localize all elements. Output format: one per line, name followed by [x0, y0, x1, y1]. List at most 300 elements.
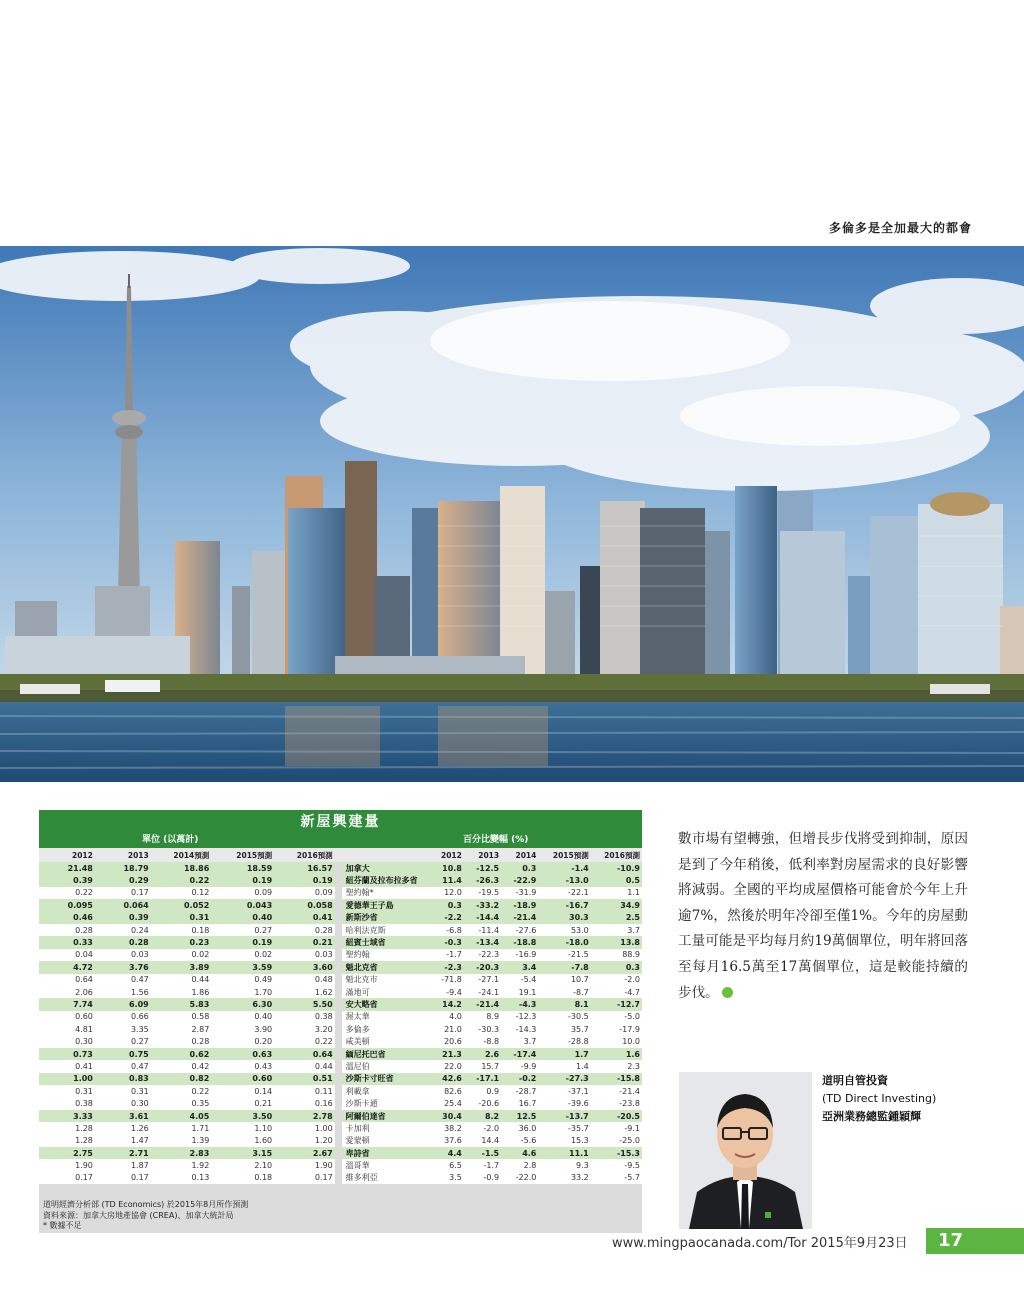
region-label: 卑詩省 — [342, 1147, 435, 1159]
table-cell: 0.31 — [39, 1085, 95, 1097]
table-cell: 0.47 — [95, 974, 151, 986]
column-header-row — [39, 848, 642, 862]
table-cell: -4.3 — [501, 998, 538, 1010]
table-cell: 0.17 — [39, 1172, 95, 1184]
col-header: 2015預測 — [538, 848, 590, 862]
region-label: 紐芬蘭及拉布拉多省 — [342, 874, 435, 886]
footer-site: www.mingpaocanada.com/Tor — [612, 1236, 807, 1251]
table-cell: -13.7 — [538, 1110, 590, 1122]
table-row — [39, 1073, 642, 1085]
table-cell: 3.76 — [95, 961, 151, 973]
table-cell: -2.0 — [591, 974, 642, 986]
table-cell: 0.22 — [39, 887, 95, 899]
table-cell: 0.18 — [211, 1172, 274, 1184]
table-cell: 1.90 — [274, 1159, 335, 1171]
col-header — [342, 848, 435, 862]
table-cell: 4.81 — [39, 1023, 95, 1035]
table-cell: 2.75 — [39, 1147, 95, 1159]
table-cell: 0.9 — [464, 1085, 501, 1097]
table-cell: 10.0 — [591, 1035, 642, 1047]
table-cell: 0.02 — [211, 949, 274, 961]
author-company: 道明自管投資 — [822, 1074, 888, 1087]
table-cell: -5.4 — [501, 974, 538, 986]
table-cell: 10.8 — [435, 862, 464, 874]
table-cell: 0.60 — [39, 1011, 95, 1023]
table-cell: 0.22 — [151, 1085, 212, 1097]
table-cell: -8.8 — [464, 1035, 501, 1047]
table-cell: 0.64 — [274, 1048, 335, 1060]
table-cell: -28.7 — [501, 1085, 538, 1097]
table-cell: -22.9 — [501, 874, 538, 886]
author-photo — [679, 1072, 812, 1229]
table-cell: 0.14 — [211, 1085, 274, 1097]
table-cell: 0.17 — [95, 887, 151, 899]
table-row — [39, 912, 642, 924]
percent-change-header: 百分比變幅 (%) — [463, 835, 529, 845]
table-cell: -9.5 — [591, 1159, 642, 1171]
table-cell: 3.7 — [501, 1035, 538, 1047]
table-cell: 0.35 — [151, 1097, 212, 1109]
table-cell: 0.64 — [39, 974, 95, 986]
table-cell: 3.20 — [274, 1023, 335, 1035]
table-cell: -22.1 — [538, 887, 590, 899]
table-cell: -24.1 — [464, 986, 501, 998]
table-cell: 0.12 — [151, 887, 212, 899]
table-cell: 0.58 — [151, 1011, 212, 1023]
table-cell: -17.4 — [501, 1048, 538, 1060]
table-cell: 1.00 — [39, 1073, 95, 1085]
table-cell: -5.7 — [591, 1172, 642, 1184]
table-cell: 18.86 — [151, 862, 212, 874]
table-cell: 1.00 — [274, 1122, 335, 1134]
table-cell: 1.26 — [95, 1122, 151, 1134]
region-label: 聖約翰* — [342, 887, 435, 899]
page-footer — [612, 1232, 908, 1251]
table-cell: 0.21 — [274, 936, 335, 948]
col-header: 2014 — [501, 848, 538, 862]
table-cell: 0.04 — [39, 949, 95, 961]
table-cell: 0.28 — [274, 924, 335, 936]
table-cell: -13.0 — [538, 874, 590, 886]
table-cell: 3.60 — [274, 961, 335, 973]
table-cell: -5.6 — [501, 1135, 538, 1147]
table-cell: 2.67 — [274, 1147, 335, 1159]
table-cell: 0.43 — [211, 1060, 274, 1072]
table-cell: 0.31 — [151, 912, 212, 924]
table-cell: -9.4 — [435, 986, 464, 998]
article-paragraph: 數市場有望轉強，但增長步伐將受到抑制，原因是到了今年稍後，低利率對房屋需求的良好影響將減弱。全國的平均成屋價格可能會於今年上升逾7%，然後於明年冷卻至僅1%。今年的房屋動工量可能是平均每月約19萬個單位，明年將回落至每月16.5萬至17萬個單位，這是較能持續的步伐。 — [678, 831, 968, 1001]
table-cell: 0.052 — [151, 899, 212, 911]
table-cell: 0.30 — [39, 1035, 95, 1047]
table-cell: -31.9 — [501, 887, 538, 899]
table-cell: 15.3 — [538, 1135, 590, 1147]
table-cell: -1.4 — [538, 862, 590, 874]
table-cell: 0.16 — [274, 1097, 335, 1109]
table-cell: 0.40 — [211, 912, 274, 924]
region-label: 緬尼托巴省 — [342, 1048, 435, 1060]
table-cell: -28.8 — [538, 1035, 590, 1047]
table-cell: 2.8 — [501, 1159, 538, 1171]
table-cell: 0.22 — [151, 874, 212, 886]
table-cell: -21.4 — [501, 912, 538, 924]
table-cell: 1.10 — [211, 1122, 274, 1134]
region-label: 愛蒙頓 — [342, 1135, 435, 1147]
col-separator — [335, 1122, 342, 1134]
col-separator — [335, 1172, 342, 1184]
table-cell: 0.19 — [274, 874, 335, 886]
table-cell: 8.2 — [464, 1110, 501, 1122]
table-cell: -13.4 — [464, 936, 501, 948]
table-cell: -2.3 — [435, 961, 464, 973]
region-label: 哈利法克斯 — [342, 924, 435, 936]
table-cell: 3.5 — [435, 1172, 464, 1184]
col-separator — [335, 862, 342, 874]
region-label: 阿爾伯達省 — [342, 1110, 435, 1122]
table-cell: -27.3 — [538, 1073, 590, 1085]
table-cell: 1.87 — [95, 1159, 151, 1171]
region-label: 紐賓士域省 — [342, 936, 435, 948]
table-cell: 0.27 — [211, 924, 274, 936]
table-cell: 0.03 — [95, 949, 151, 961]
table-cell: 10.7 — [538, 974, 590, 986]
footnote: 資料來源：加拿大房地產協會 (CREA)、加拿大統計局 — [43, 1210, 234, 1220]
table-cell: 1.60 — [211, 1135, 274, 1147]
table-cell: -14.4 — [464, 912, 501, 924]
table-cell: -7.8 — [538, 961, 590, 973]
col-header: 2016預測 — [591, 848, 642, 862]
table-row — [39, 949, 642, 961]
table-cell: 0.44 — [274, 1060, 335, 1072]
photo-caption: 多倫多是全加最大的都會 — [828, 221, 972, 235]
table-cell: -0.3 — [435, 936, 464, 948]
table-cell: 4.0 — [435, 1011, 464, 1023]
table-cell: 21.0 — [435, 1023, 464, 1035]
table-cell: 37.6 — [435, 1135, 464, 1147]
table-cell: 34.9 — [591, 899, 642, 911]
table-cell: -14.3 — [501, 1023, 538, 1035]
table-cell: 2.5 — [591, 912, 642, 924]
table-cell: 0.29 — [95, 874, 151, 886]
table-cell: 6.5 — [435, 1159, 464, 1171]
table-cell: 11.1 — [538, 1147, 590, 1159]
table-cell: -25.0 — [591, 1135, 642, 1147]
table-row — [39, 1011, 642, 1023]
table-cell: 3.33 — [39, 1110, 95, 1122]
table-cell: 19.1 — [501, 986, 538, 998]
table-cell: 3.61 — [95, 1110, 151, 1122]
table-cell: 0.47 — [95, 1060, 151, 1072]
table-cell: 0.48 — [274, 974, 335, 986]
table-cell: -8.7 — [538, 986, 590, 998]
table-cell: -17.1 — [464, 1073, 501, 1085]
table-cell: 0.75 — [95, 1048, 151, 1060]
table-row — [39, 1147, 642, 1159]
table-cell: 1.70 — [211, 986, 274, 998]
table-cell: -12.7 — [591, 998, 642, 1010]
table-row — [39, 1122, 642, 1134]
table-row — [39, 899, 642, 911]
table-cell: -5.0 — [591, 1011, 642, 1023]
col-header: 2016預測 — [274, 848, 335, 862]
table-cell: 3.4 — [501, 961, 538, 973]
table-cell: 0.41 — [39, 1060, 95, 1072]
table-cell: 0.3 — [501, 862, 538, 874]
table-row — [39, 924, 642, 936]
table-cell: 35.7 — [538, 1023, 590, 1035]
col-separator — [335, 1073, 342, 1085]
table-cell: -30.3 — [464, 1023, 501, 1035]
table-cell: 38.2 — [435, 1122, 464, 1134]
table-cell: 1.28 — [39, 1135, 95, 1147]
table-cell: 0.46 — [39, 912, 95, 924]
table-cell: 16.7 — [501, 1097, 538, 1109]
table-cell: 12.5 — [501, 1110, 538, 1122]
region-label: 卡加利 — [342, 1122, 435, 1134]
col-separator — [335, 1011, 342, 1023]
table-cell: 1.71 — [151, 1122, 212, 1134]
table-row — [39, 1048, 642, 1060]
table-cell: 0.28 — [151, 1035, 212, 1047]
col-separator — [335, 1159, 342, 1171]
table-cell: 53.0 — [538, 924, 590, 936]
table-cell: 0.66 — [95, 1011, 151, 1023]
table-cell: 0.043 — [211, 899, 274, 911]
col-separator — [335, 1023, 342, 1035]
table-cell: 0.22 — [274, 1035, 335, 1047]
table-row — [39, 1097, 642, 1109]
table-cell: -35.7 — [538, 1122, 590, 1134]
table-cell: -12.5 — [464, 862, 501, 874]
table-cell: 0.3 — [435, 899, 464, 911]
table-cell: -18.8 — [501, 936, 538, 948]
table-cell: -21.4 — [591, 1085, 642, 1097]
units-header: 單位 (以萬計) — [142, 835, 199, 845]
table-cell: 0.19 — [211, 874, 274, 886]
table-row — [39, 887, 642, 899]
region-label: 沙斯卡寸旺省 — [342, 1073, 435, 1085]
region-label: 溫哥華 — [342, 1159, 435, 1171]
table-cell: 0.27 — [95, 1035, 151, 1047]
table-cell: 0.13 — [151, 1172, 212, 1184]
footnote: 道明經濟分析部 (TD Economics) 於2015年8月所作預測 — [43, 1200, 249, 1209]
end-bullet-icon — [722, 987, 733, 998]
table-cell: -1.7 — [435, 949, 464, 961]
table-cell: 1.92 — [151, 1159, 212, 1171]
col-separator — [335, 899, 342, 911]
table-cell: 42.6 — [435, 1073, 464, 1085]
table-cell: 0.82 — [151, 1073, 212, 1085]
table-cell: 0.42 — [151, 1060, 212, 1072]
table-cell: 0.62 — [151, 1048, 212, 1060]
table-cell: 14.2 — [435, 998, 464, 1010]
table-cell: 16.57 — [274, 862, 335, 874]
table-cell: 2.83 — [151, 1147, 212, 1159]
table-cell: 36.0 — [501, 1122, 538, 1134]
table-cell: 4.6 — [501, 1147, 538, 1159]
table-cell: -21.4 — [464, 998, 501, 1010]
region-label: 滿地可 — [342, 986, 435, 998]
table-cell: -71.8 — [435, 974, 464, 986]
table-cell: -33.2 — [464, 899, 501, 911]
col-header: 2015預測 — [211, 848, 274, 862]
table-cell: 3.89 — [151, 961, 212, 973]
table-cell: -0.9 — [464, 1172, 501, 1184]
table-cell: -11.4 — [464, 924, 501, 936]
region-label: 溫尼伯 — [342, 1060, 435, 1072]
table-cell: -19.5 — [464, 887, 501, 899]
region-label: 利載拿 — [342, 1085, 435, 1097]
table-cell: 0.24 — [95, 924, 151, 936]
table-cell: 25.4 — [435, 1097, 464, 1109]
table-cell: 0.60 — [211, 1073, 274, 1085]
region-label: 維多利亞 — [342, 1172, 435, 1184]
col-separator — [335, 874, 342, 886]
col-separator — [335, 986, 342, 998]
table-cell: -26.3 — [464, 874, 501, 886]
table-cell: 14.4 — [464, 1135, 501, 1147]
region-label: 咸美頓 — [342, 1035, 435, 1047]
table-cell: 0.5 — [591, 874, 642, 886]
table-cell: -6.8 — [435, 924, 464, 936]
table-cell: 12.0 — [435, 887, 464, 899]
table-cell: 82.6 — [435, 1085, 464, 1097]
col-separator — [335, 961, 342, 973]
toronto-skyline-image — [0, 246, 1024, 782]
table-cell: 2.71 — [95, 1147, 151, 1159]
table-cell: 1.28 — [39, 1122, 95, 1134]
region-label: 聖約翰 — [342, 949, 435, 961]
table-cell: 2.06 — [39, 986, 95, 998]
table-cell: 0.09 — [274, 887, 335, 899]
table-cell: 4.4 — [435, 1147, 464, 1159]
table-cell: -22.3 — [464, 949, 501, 961]
table-cell: 3.90 — [211, 1023, 274, 1035]
housing-starts-table — [39, 810, 642, 1233]
table-cell: -1.7 — [464, 1159, 501, 1171]
table-row — [39, 974, 642, 986]
table-cell: 0.51 — [274, 1073, 335, 1085]
col-separator — [335, 1135, 342, 1147]
table-cell: 0.63 — [211, 1048, 274, 1060]
region-label: 沙斯卡通 — [342, 1097, 435, 1109]
table-row — [39, 936, 642, 948]
footer-date: 2015年9月23日 — [810, 1236, 908, 1251]
col-separator — [335, 949, 342, 961]
table-row — [39, 986, 642, 998]
table-cell: 0.19 — [211, 936, 274, 948]
table-cell: 3.15 — [211, 1147, 274, 1159]
table-cell: 0.28 — [95, 936, 151, 948]
table-cell: 1.90 — [39, 1159, 95, 1171]
table-row — [39, 961, 642, 973]
table-cell: 20.6 — [435, 1035, 464, 1047]
table-cell: 0.38 — [274, 1011, 335, 1023]
col-separator — [335, 848, 342, 862]
table-cell: 0.17 — [95, 1172, 151, 1184]
col-separator — [335, 924, 342, 936]
table-cell: 0.18 — [151, 924, 212, 936]
col-separator — [335, 887, 342, 899]
col-header: 2013 — [464, 848, 501, 862]
col-separator — [335, 974, 342, 986]
table-row — [39, 1035, 642, 1047]
table-cell: 1.56 — [95, 986, 151, 998]
table-cell: -23.8 — [591, 1097, 642, 1109]
table-cell: -10.9 — [591, 862, 642, 874]
table-cell: 6.09 — [95, 998, 151, 1010]
table-cell: -1.5 — [464, 1147, 501, 1159]
author-info — [822, 1072, 936, 1126]
table-cell: -9.1 — [591, 1122, 642, 1134]
col-separator — [335, 1060, 342, 1072]
table-cell: 4.72 — [39, 961, 95, 973]
region-label: 愛德華王子島 — [342, 899, 435, 911]
table-cell: 2.78 — [274, 1110, 335, 1122]
table-cell: 4.05 — [151, 1110, 212, 1122]
table-cell: 30.3 — [538, 912, 590, 924]
table-cell: 3.50 — [211, 1110, 274, 1122]
table-cell: 6.30 — [211, 998, 274, 1010]
table-cell: 0.39 — [95, 912, 151, 924]
table-footnotes — [43, 1200, 248, 1232]
table-cell: 3.35 — [95, 1023, 151, 1035]
table-cell: -39.6 — [538, 1097, 590, 1109]
table-cell: 0.31 — [95, 1085, 151, 1097]
col-separator — [335, 1035, 342, 1047]
table-row — [39, 1172, 642, 1184]
table-row — [39, 1135, 642, 1147]
table-cell: 0.20 — [211, 1035, 274, 1047]
table-cell: -17.9 — [591, 1023, 642, 1035]
table-cell: 0.17 — [274, 1172, 335, 1184]
table-row — [39, 862, 642, 874]
table-cell: 21.3 — [435, 1048, 464, 1060]
region-label: 新斯沙省 — [342, 912, 435, 924]
table-cell: 1.86 — [151, 986, 212, 998]
table-cell: -2.2 — [435, 912, 464, 924]
col-header: 2013 — [95, 848, 151, 862]
col-separator — [335, 912, 342, 924]
table-row — [39, 998, 642, 1010]
table-cell: -20.3 — [464, 961, 501, 973]
table-cell: -20.5 — [591, 1110, 642, 1122]
table-cell: -16.9 — [501, 949, 538, 961]
table-cell: 30.4 — [435, 1110, 464, 1122]
table-cell: -16.7 — [538, 899, 590, 911]
table-cell: 1.20 — [274, 1135, 335, 1147]
table-cell: 1.7 — [538, 1048, 590, 1060]
table-cell: 18.59 — [211, 862, 274, 874]
table-cell: 88.9 — [591, 949, 642, 961]
table-cell: 18.79 — [95, 862, 151, 874]
data-table — [39, 848, 642, 1184]
table-cell: -30.5 — [538, 1011, 590, 1023]
table-cell: 2.6 — [464, 1048, 501, 1060]
table-cell: 13.8 — [591, 936, 642, 948]
footnote: * 數據不足 — [43, 1221, 82, 1230]
region-label: 渥太華 — [342, 1011, 435, 1023]
table-cell: 8.9 — [464, 1011, 501, 1023]
table-cell: -37.1 — [538, 1085, 590, 1097]
table-cell: 2.3 — [591, 1060, 642, 1072]
table-cell: -27.6 — [501, 924, 538, 936]
table-cell: 0.49 — [211, 974, 274, 986]
table-cell: 0.39 — [39, 874, 95, 886]
table-cell: -27.1 — [464, 974, 501, 986]
table-cell: -2.0 — [464, 1122, 501, 1134]
table-cell: 21.48 — [39, 862, 95, 874]
table-cell: 0.3 — [591, 961, 642, 973]
